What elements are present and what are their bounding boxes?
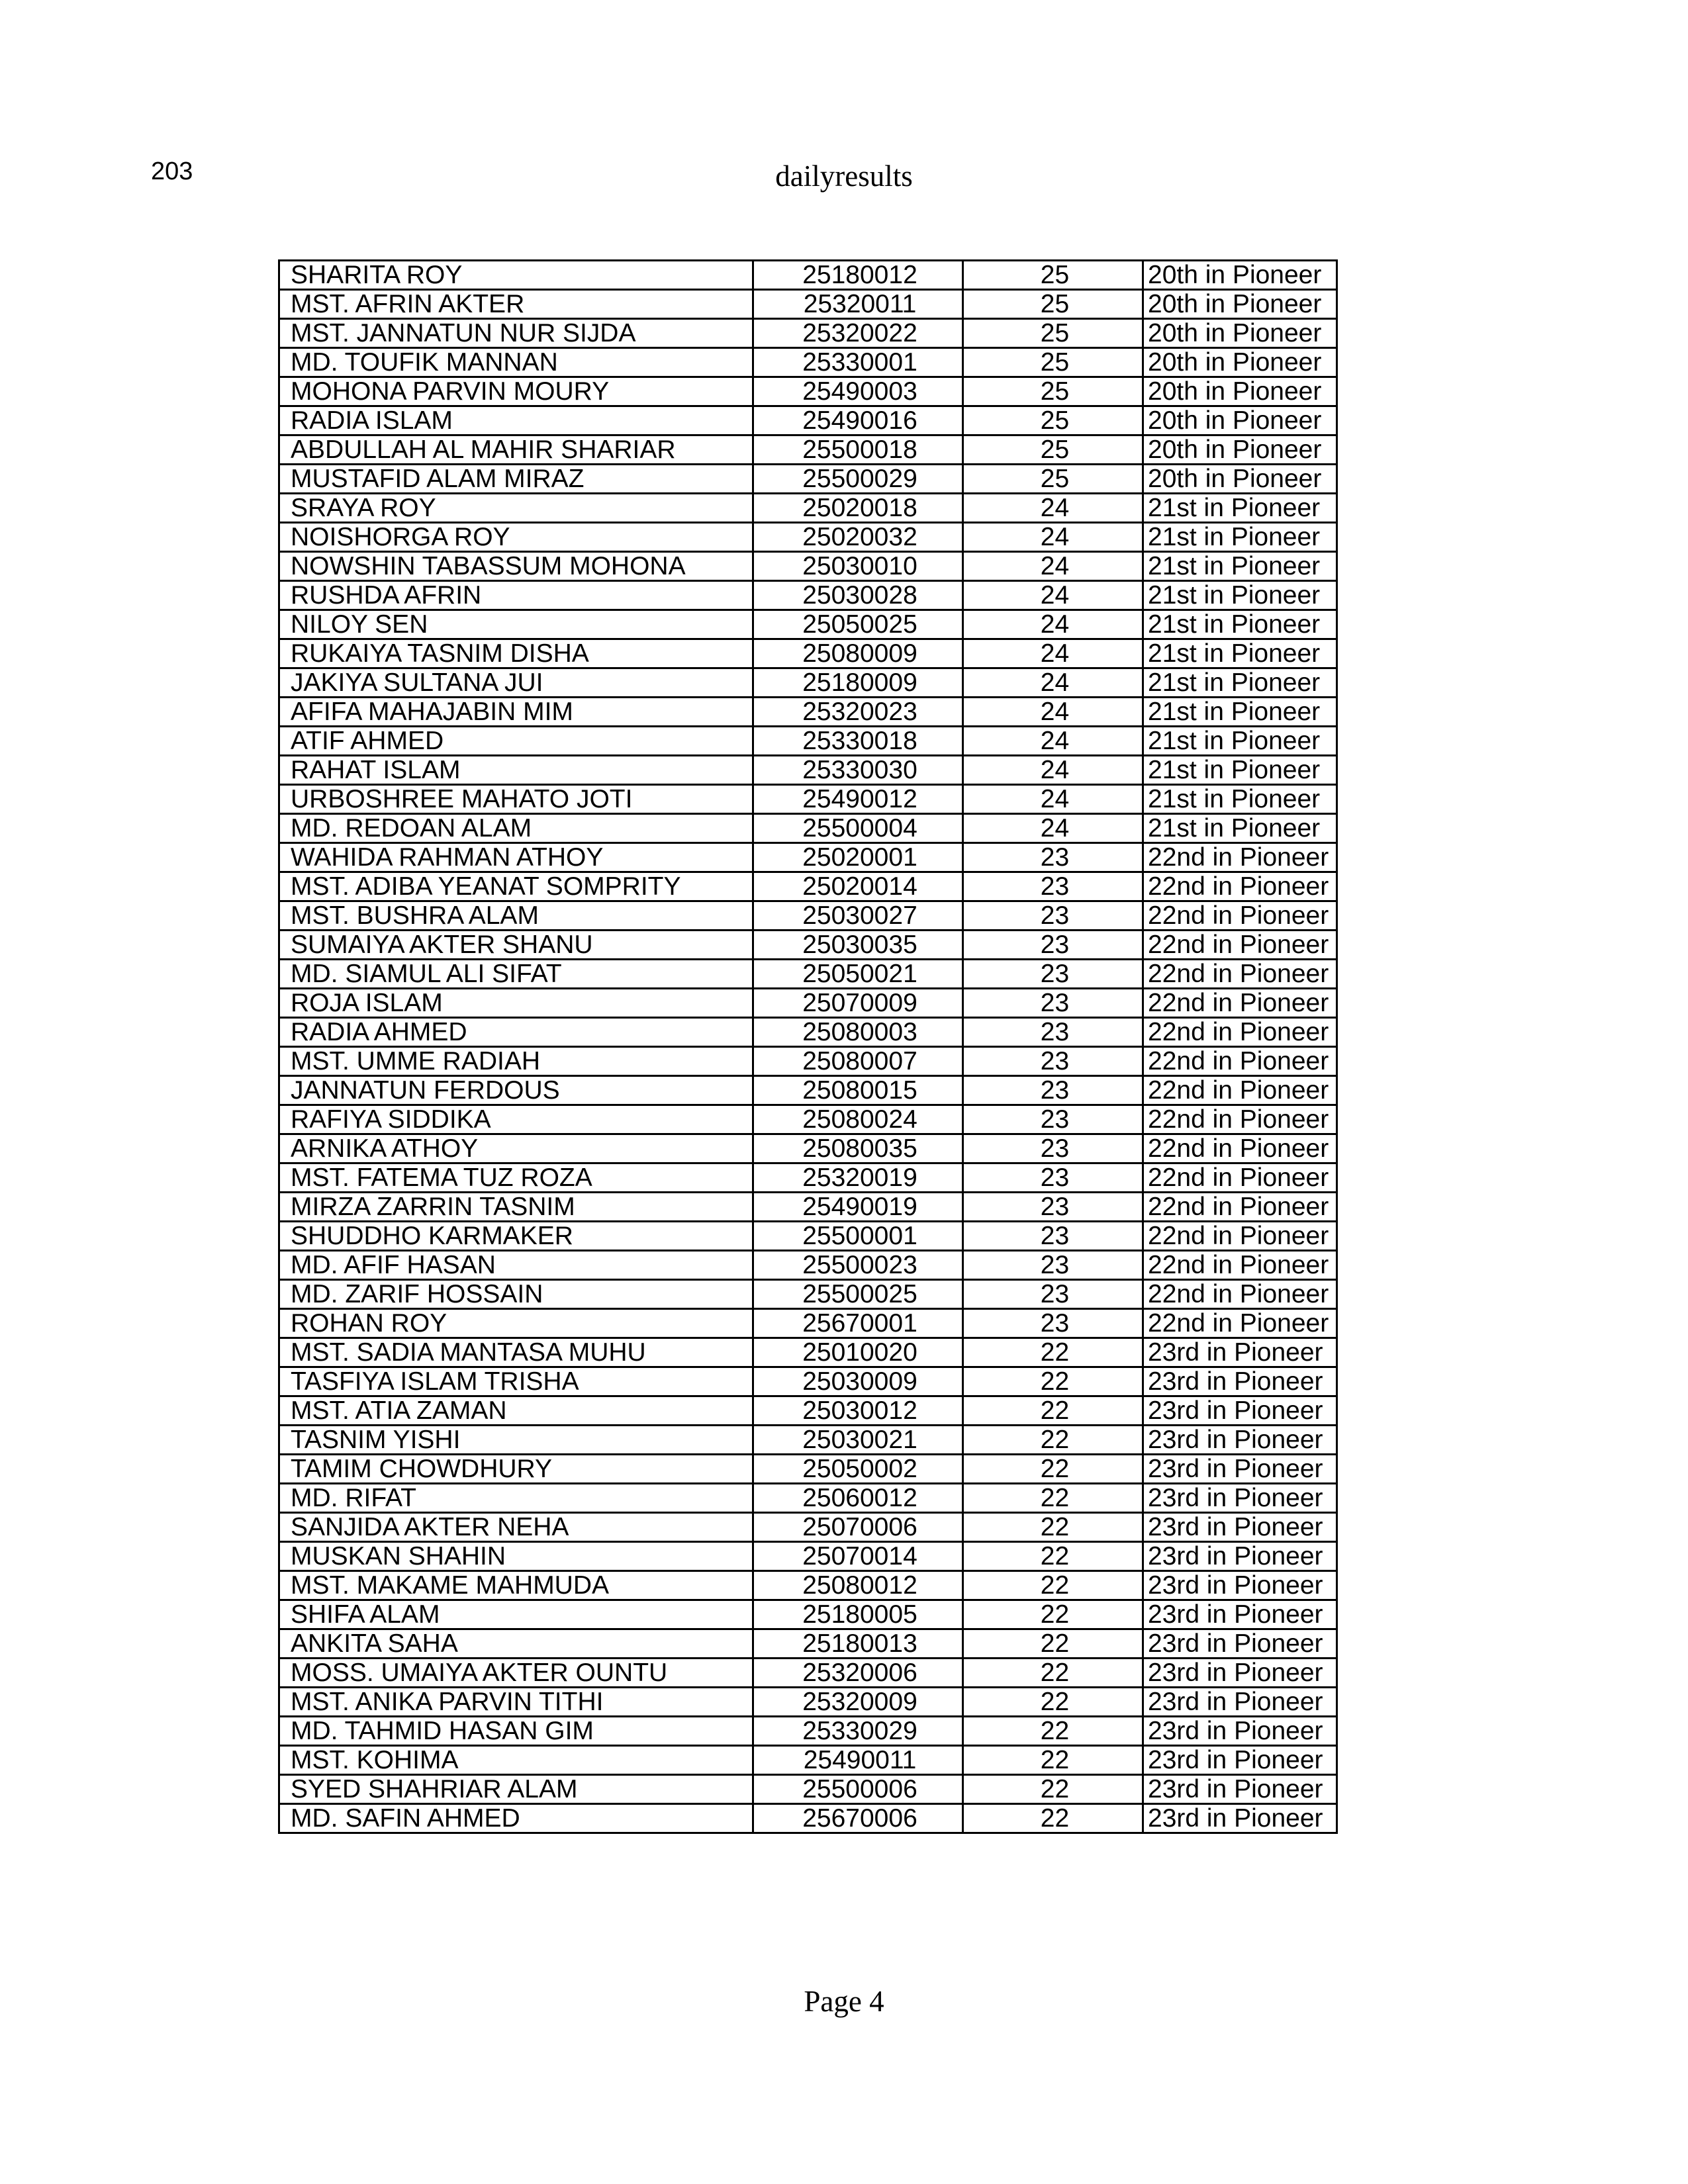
position-cell: 21st in Pioneer — [1143, 494, 1337, 523]
score-cell: 23 — [963, 960, 1143, 989]
position-cell: 23rd in Pioneer — [1143, 1338, 1337, 1367]
position-cell: 21st in Pioneer — [1143, 727, 1337, 756]
page-title: dailyresults — [775, 159, 913, 193]
position-cell: 20th in Pioneer — [1143, 435, 1337, 465]
roll-number-cell: 25180005 — [753, 1600, 963, 1629]
table-row — [279, 1076, 1337, 1105]
score-cell: 25 — [963, 406, 1143, 435]
student-name-cell: TASNIM YISHI — [279, 1426, 753, 1455]
position-cell: 23rd in Pioneer — [1143, 1688, 1337, 1717]
roll-number-cell: 25180009 — [753, 668, 963, 698]
table-row — [279, 1542, 1337, 1571]
roll-number-cell: 25030035 — [753, 931, 963, 960]
position-cell: 22nd in Pioneer — [1143, 1222, 1337, 1251]
roll-number-cell: 25500025 — [753, 1280, 963, 1309]
table-row — [279, 1629, 1337, 1659]
score-cell: 22 — [963, 1455, 1143, 1484]
student-name-cell: MST. BUSHRA ALAM — [279, 901, 753, 931]
roll-number-cell: 25490012 — [753, 785, 963, 814]
score-cell: 22 — [963, 1600, 1143, 1629]
score-cell: 23 — [963, 1134, 1143, 1163]
position-cell: 21st in Pioneer — [1143, 698, 1337, 727]
table-row — [279, 814, 1337, 843]
table-row — [279, 727, 1337, 756]
table-row — [279, 843, 1337, 872]
table-row — [279, 465, 1337, 494]
score-cell: 25 — [963, 435, 1143, 465]
student-name-cell: MST. KOHIMA — [279, 1746, 753, 1775]
position-cell: 23rd in Pioneer — [1143, 1542, 1337, 1571]
roll-number-cell: 25490019 — [753, 1193, 963, 1222]
roll-number-cell: 25330018 — [753, 727, 963, 756]
score-cell: 22 — [963, 1367, 1143, 1396]
position-cell: 22nd in Pioneer — [1143, 1018, 1337, 1047]
roll-number-cell: 25060012 — [753, 1484, 963, 1513]
student-name-cell: NOWSHIN TABASSUM MOHONA — [279, 552, 753, 581]
score-cell: 23 — [963, 989, 1143, 1018]
position-cell: 22nd in Pioneer — [1143, 843, 1337, 872]
roll-number-cell: 25030028 — [753, 581, 963, 610]
student-name-cell: ARNIKA ATHOY — [279, 1134, 753, 1163]
score-cell: 23 — [963, 843, 1143, 872]
table-row — [279, 261, 1337, 290]
student-name-cell: MD. SIAMUL ALI SIFAT — [279, 960, 753, 989]
table-row — [279, 1018, 1337, 1047]
position-cell: 20th in Pioneer — [1143, 406, 1337, 435]
table-row — [279, 523, 1337, 552]
position-cell: 22nd in Pioneer — [1143, 1280, 1337, 1309]
score-cell: 23 — [963, 931, 1143, 960]
student-name-cell: JANNATUN FERDOUS — [279, 1076, 753, 1105]
student-name-cell: RADIA ISLAM — [279, 406, 753, 435]
table-row — [279, 581, 1337, 610]
position-cell: 20th in Pioneer — [1143, 319, 1337, 348]
position-cell: 21st in Pioneer — [1143, 552, 1337, 581]
student-name-cell: MD. TOUFIK MANNAN — [279, 348, 753, 377]
table-row — [279, 610, 1337, 639]
student-name-cell: MD. RIFAT — [279, 1484, 753, 1513]
position-cell: 23rd in Pioneer — [1143, 1367, 1337, 1396]
position-cell: 21st in Pioneer — [1143, 756, 1337, 785]
position-cell: 22nd in Pioneer — [1143, 1251, 1337, 1280]
student-name-cell: ROJA ISLAM — [279, 989, 753, 1018]
student-name-cell: NILOY SEN — [279, 610, 753, 639]
results-table — [278, 259, 1338, 1834]
position-cell: 23rd in Pioneer — [1143, 1396, 1337, 1426]
position-cell: 23rd in Pioneer — [1143, 1659, 1337, 1688]
score-cell: 23 — [963, 1309, 1143, 1338]
student-name-cell: MST. JANNATUN NUR SIJDA — [279, 319, 753, 348]
score-cell: 22 — [963, 1775, 1143, 1804]
table-row — [279, 698, 1337, 727]
roll-number-cell: 25500006 — [753, 1775, 963, 1804]
student-name-cell: MOHONA PARVIN MOURY — [279, 377, 753, 406]
roll-number-cell: 25490011 — [753, 1746, 963, 1775]
roll-number-cell: 25080007 — [753, 1047, 963, 1076]
student-name-cell: ABDULLAH AL MAHIR SHARIAR — [279, 435, 753, 465]
student-name-cell: TAMIM CHOWDHURY — [279, 1455, 753, 1484]
position-cell: 22nd in Pioneer — [1143, 1309, 1337, 1338]
table-row — [279, 290, 1337, 319]
student-name-cell: ANKITA SAHA — [279, 1629, 753, 1659]
student-name-cell: SHUDDHO KARMAKER — [279, 1222, 753, 1251]
table-row — [279, 435, 1337, 465]
score-cell: 24 — [963, 698, 1143, 727]
position-cell: 23rd in Pioneer — [1143, 1775, 1337, 1804]
results-table-body — [279, 261, 1337, 1833]
table-row — [279, 901, 1337, 931]
roll-number-cell: 25320006 — [753, 1659, 963, 1688]
roll-number-cell: 25500029 — [753, 465, 963, 494]
table-row — [279, 1222, 1337, 1251]
roll-number-cell: 25070009 — [753, 989, 963, 1018]
student-name-cell: MD. REDOAN ALAM — [279, 814, 753, 843]
score-cell: 22 — [963, 1688, 1143, 1717]
student-name-cell: SRAYA ROY — [279, 494, 753, 523]
table-row — [279, 1688, 1337, 1717]
position-cell: 20th in Pioneer — [1143, 261, 1337, 290]
roll-number-cell: 25500004 — [753, 814, 963, 843]
position-cell: 23rd in Pioneer — [1143, 1513, 1337, 1542]
score-cell: 22 — [963, 1717, 1143, 1746]
table-row — [279, 1251, 1337, 1280]
page-number-top: 203 — [151, 158, 193, 185]
score-cell: 23 — [963, 901, 1143, 931]
roll-number-cell: 25320009 — [753, 1688, 963, 1717]
position-cell: 23rd in Pioneer — [1143, 1746, 1337, 1775]
position-cell: 22nd in Pioneer — [1143, 1163, 1337, 1193]
student-name-cell: MUSTAFID ALAM MIRAZ — [279, 465, 753, 494]
roll-number-cell: 25070014 — [753, 1542, 963, 1571]
position-cell: 22nd in Pioneer — [1143, 1134, 1337, 1163]
position-cell: 22nd in Pioneer — [1143, 1047, 1337, 1076]
position-cell: 20th in Pioneer — [1143, 290, 1337, 319]
score-cell: 23 — [963, 1222, 1143, 1251]
student-name-cell: WAHIDA RAHMAN ATHOY — [279, 843, 753, 872]
table-row — [279, 1455, 1337, 1484]
score-cell: 22 — [963, 1804, 1143, 1833]
roll-number-cell: 25080035 — [753, 1134, 963, 1163]
table-row — [279, 1338, 1337, 1367]
table-row — [279, 1280, 1337, 1309]
table-row — [279, 319, 1337, 348]
score-cell: 24 — [963, 785, 1143, 814]
score-cell: 25 — [963, 348, 1143, 377]
student-name-cell: MST. ANIKA PARVIN TITHI — [279, 1688, 753, 1717]
position-cell: 21st in Pioneer — [1143, 814, 1337, 843]
position-cell: 21st in Pioneer — [1143, 639, 1337, 668]
student-name-cell: ROHAN ROY — [279, 1309, 753, 1338]
table-row — [279, 1484, 1337, 1513]
position-cell: 22nd in Pioneer — [1143, 901, 1337, 931]
position-cell: 22nd in Pioneer — [1143, 931, 1337, 960]
score-cell: 23 — [963, 1047, 1143, 1076]
table-row — [279, 377, 1337, 406]
position-cell: 21st in Pioneer — [1143, 523, 1337, 552]
student-name-cell: MD. SAFIN AHMED — [279, 1804, 753, 1833]
table-row — [279, 960, 1337, 989]
roll-number-cell: 25320022 — [753, 319, 963, 348]
score-cell: 24 — [963, 581, 1143, 610]
score-cell: 24 — [963, 814, 1143, 843]
table-row — [279, 1134, 1337, 1163]
roll-number-cell: 25490016 — [753, 406, 963, 435]
roll-number-cell: 25080024 — [753, 1105, 963, 1134]
position-cell: 22nd in Pioneer — [1143, 872, 1337, 901]
roll-number-cell: 25020018 — [753, 494, 963, 523]
student-name-cell: MD. AFIF HASAN — [279, 1251, 753, 1280]
student-name-cell: MD. TAHMID HASAN GIM — [279, 1717, 753, 1746]
roll-number-cell: 25050002 — [753, 1455, 963, 1484]
student-name-cell: MST. SADIA MANTASA MUHU — [279, 1338, 753, 1367]
score-cell: 23 — [963, 1251, 1143, 1280]
table-row — [279, 989, 1337, 1018]
position-cell: 23rd in Pioneer — [1143, 1426, 1337, 1455]
position-cell: 23rd in Pioneer — [1143, 1804, 1337, 1833]
score-cell: 23 — [963, 1163, 1143, 1193]
table-row — [279, 1804, 1337, 1833]
position-cell: 21st in Pioneer — [1143, 610, 1337, 639]
score-cell: 25 — [963, 261, 1143, 290]
score-cell: 22 — [963, 1426, 1143, 1455]
roll-number-cell: 25050021 — [753, 960, 963, 989]
roll-number-cell: 25010020 — [753, 1338, 963, 1367]
student-name-cell: SHIFA ALAM — [279, 1600, 753, 1629]
table-row — [279, 1775, 1337, 1804]
table-row — [279, 1396, 1337, 1426]
score-cell: 22 — [963, 1746, 1143, 1775]
score-cell: 24 — [963, 727, 1143, 756]
score-cell: 25 — [963, 319, 1143, 348]
table-row — [279, 785, 1337, 814]
student-name-cell: NOISHORGA ROY — [279, 523, 753, 552]
student-name-cell: MST. UMME RADIAH — [279, 1047, 753, 1076]
student-name-cell: URBOSHREE MAHATO JOTI — [279, 785, 753, 814]
table-row — [279, 1047, 1337, 1076]
roll-number-cell: 25320011 — [753, 290, 963, 319]
table-row — [279, 639, 1337, 668]
position-cell: 23rd in Pioneer — [1143, 1455, 1337, 1484]
student-name-cell: MST. FATEMA TUZ ROZA — [279, 1163, 753, 1193]
score-cell: 24 — [963, 523, 1143, 552]
score-cell: 24 — [963, 610, 1143, 639]
position-cell: 22nd in Pioneer — [1143, 1105, 1337, 1134]
student-name-cell: SANJIDA AKTER NEHA — [279, 1513, 753, 1542]
student-name-cell: RADIA AHMED — [279, 1018, 753, 1047]
position-cell: 21st in Pioneer — [1143, 581, 1337, 610]
student-name-cell: MST. ATIA ZAMAN — [279, 1396, 753, 1426]
table-row — [279, 1746, 1337, 1775]
roll-number-cell: 25500018 — [753, 435, 963, 465]
table-row — [279, 1513, 1337, 1542]
score-cell: 23 — [963, 1018, 1143, 1047]
roll-number-cell: 25080009 — [753, 639, 963, 668]
roll-number-cell: 25500001 — [753, 1222, 963, 1251]
score-cell: 24 — [963, 494, 1143, 523]
student-name-cell: MST. AFRIN AKTER — [279, 290, 753, 319]
table-row — [279, 756, 1337, 785]
roll-number-cell: 25670001 — [753, 1309, 963, 1338]
table-row — [279, 1105, 1337, 1134]
score-cell: 23 — [963, 1076, 1143, 1105]
position-cell: 22nd in Pioneer — [1143, 960, 1337, 989]
score-cell: 22 — [963, 1338, 1143, 1367]
score-cell: 25 — [963, 377, 1143, 406]
student-name-cell: MIRZA ZARRIN TASNIM — [279, 1193, 753, 1222]
table-row — [279, 1600, 1337, 1629]
position-cell: 23rd in Pioneer — [1143, 1571, 1337, 1600]
table-row — [279, 1163, 1337, 1193]
table-row — [279, 1659, 1337, 1688]
position-cell: 20th in Pioneer — [1143, 348, 1337, 377]
table-row — [279, 668, 1337, 698]
roll-number-cell: 25320023 — [753, 698, 963, 727]
position-cell: 21st in Pioneer — [1143, 668, 1337, 698]
page-footer: Page 4 — [804, 1985, 884, 2018]
position-cell: 23rd in Pioneer — [1143, 1600, 1337, 1629]
roll-number-cell: 25020001 — [753, 843, 963, 872]
table-row — [279, 552, 1337, 581]
student-name-cell: RAHAT ISLAM — [279, 756, 753, 785]
student-name-cell: RAFIYA SIDDIKA — [279, 1105, 753, 1134]
score-cell: 23 — [963, 1193, 1143, 1222]
student-name-cell: SHARITA ROY — [279, 261, 753, 290]
student-name-cell: SYED SHAHRIAR ALAM — [279, 1775, 753, 1804]
roll-number-cell: 25020032 — [753, 523, 963, 552]
score-cell: 22 — [963, 1659, 1143, 1688]
student-name-cell: RUKAIYA TASNIM DISHA — [279, 639, 753, 668]
table-row — [279, 1309, 1337, 1338]
roll-number-cell: 25020014 — [753, 872, 963, 901]
roll-number-cell: 25030009 — [753, 1367, 963, 1396]
table-row — [279, 348, 1337, 377]
score-cell: 24 — [963, 552, 1143, 581]
student-name-cell: TASFIYA ISLAM TRISHA — [279, 1367, 753, 1396]
roll-number-cell: 25030021 — [753, 1426, 963, 1455]
table-row — [279, 931, 1337, 960]
score-cell: 23 — [963, 872, 1143, 901]
table-row — [279, 872, 1337, 901]
position-cell: 23rd in Pioneer — [1143, 1629, 1337, 1659]
score-cell: 25 — [963, 465, 1143, 494]
student-name-cell: MOSS. UMAIYA AKTER OUNTU — [279, 1659, 753, 1688]
table-row — [279, 1367, 1337, 1396]
roll-number-cell: 25030027 — [753, 901, 963, 931]
roll-number-cell: 25330030 — [753, 756, 963, 785]
position-cell: 20th in Pioneer — [1143, 377, 1337, 406]
roll-number-cell: 25180012 — [753, 261, 963, 290]
roll-number-cell: 25050025 — [753, 610, 963, 639]
roll-number-cell: 25080015 — [753, 1076, 963, 1105]
roll-number-cell: 25180013 — [753, 1629, 963, 1659]
position-cell: 22nd in Pioneer — [1143, 1193, 1337, 1222]
student-name-cell: AFIFA MAHAJABIN MIM — [279, 698, 753, 727]
score-cell: 22 — [963, 1396, 1143, 1426]
roll-number-cell: 25320019 — [753, 1163, 963, 1193]
score-cell: 24 — [963, 639, 1143, 668]
score-cell: 23 — [963, 1105, 1143, 1134]
score-cell: 22 — [963, 1513, 1143, 1542]
position-cell: 23rd in Pioneer — [1143, 1717, 1337, 1746]
score-cell: 22 — [963, 1484, 1143, 1513]
score-cell: 22 — [963, 1629, 1143, 1659]
roll-number-cell: 25330029 — [753, 1717, 963, 1746]
table-row — [279, 1717, 1337, 1746]
score-cell: 22 — [963, 1542, 1143, 1571]
score-cell: 22 — [963, 1571, 1143, 1600]
score-cell: 24 — [963, 756, 1143, 785]
table-row — [279, 406, 1337, 435]
roll-number-cell: 25080003 — [753, 1018, 963, 1047]
roll-number-cell: 25500023 — [753, 1251, 963, 1280]
roll-number-cell: 25030010 — [753, 552, 963, 581]
roll-number-cell: 25490003 — [753, 377, 963, 406]
position-cell: 21st in Pioneer — [1143, 785, 1337, 814]
table-row — [279, 1571, 1337, 1600]
student-name-cell: MST. ADIBA YEANAT SOMPRITY — [279, 872, 753, 901]
student-name-cell: SUMAIYA AKTER SHANU — [279, 931, 753, 960]
position-cell: 23rd in Pioneer — [1143, 1484, 1337, 1513]
roll-number-cell: 25330001 — [753, 348, 963, 377]
score-cell: 24 — [963, 668, 1143, 698]
score-cell: 25 — [963, 290, 1143, 319]
position-cell: 20th in Pioneer — [1143, 465, 1337, 494]
roll-number-cell: 25080012 — [753, 1571, 963, 1600]
table-row — [279, 494, 1337, 523]
student-name-cell: JAKIYA SULTANA JUI — [279, 668, 753, 698]
student-name-cell: RUSHDA AFRIN — [279, 581, 753, 610]
position-cell: 22nd in Pioneer — [1143, 1076, 1337, 1105]
roll-number-cell: 25670006 — [753, 1804, 963, 1833]
roll-number-cell: 25070006 — [753, 1513, 963, 1542]
position-cell: 22nd in Pioneer — [1143, 989, 1337, 1018]
student-name-cell: ATIF AHMED — [279, 727, 753, 756]
student-name-cell: MST. MAKAME MAHMUDA — [279, 1571, 753, 1600]
student-name-cell: MUSKAN SHAHIN — [279, 1542, 753, 1571]
student-name-cell: MD. ZARIF HOSSAIN — [279, 1280, 753, 1309]
score-cell: 23 — [963, 1280, 1143, 1309]
table-row — [279, 1426, 1337, 1455]
table-row — [279, 1193, 1337, 1222]
roll-number-cell: 25030012 — [753, 1396, 963, 1426]
